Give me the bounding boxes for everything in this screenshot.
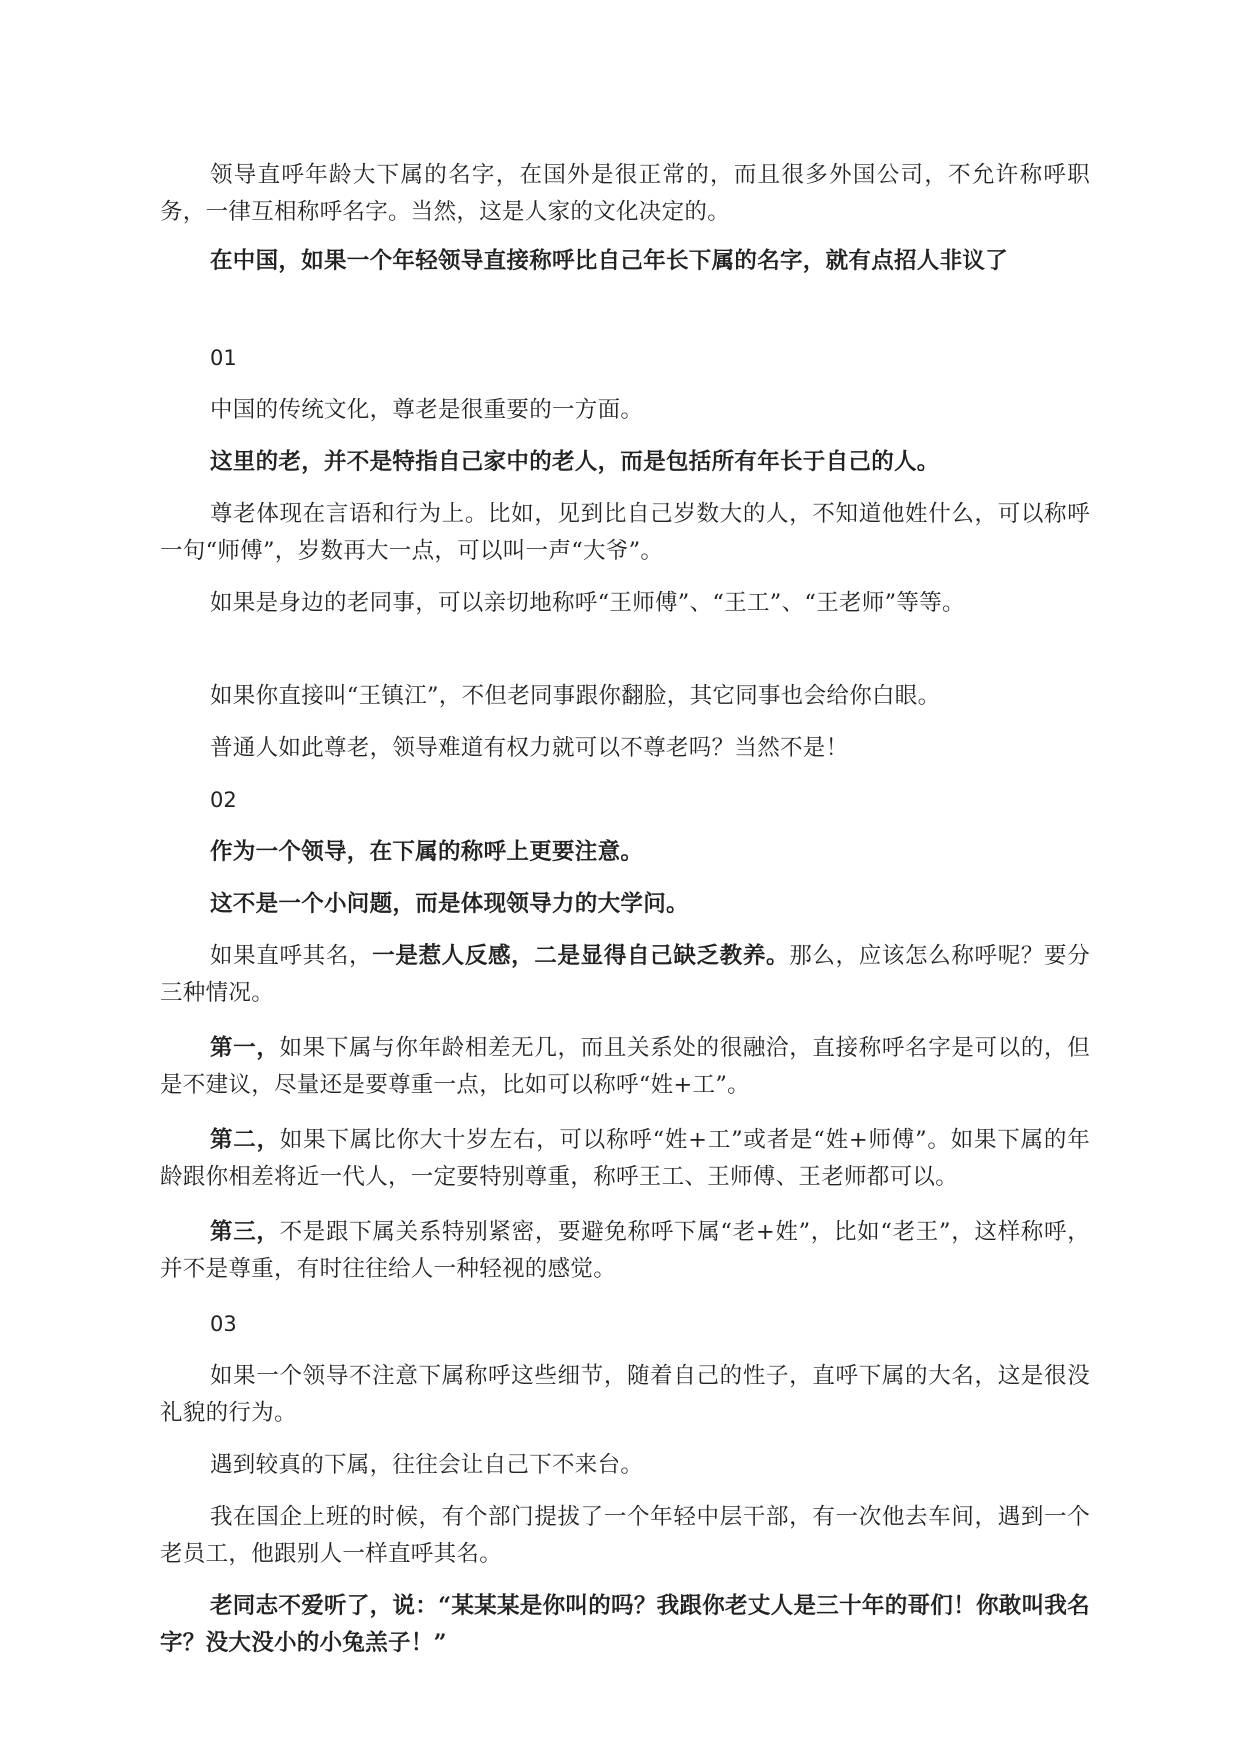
paragraph-leader-bold: 作为一个领导，在下属的称呼上更要注意。 (210, 839, 644, 865)
case-text: 如果下属比你大十岁左右，可以称呼“姓+工”或者是“姓+师傅”。如果下属的年龄跟你相差将近一代人，一定要特别尊重，称呼王工、王师傅、王老师都可以。 (160, 1127, 1090, 1190)
paragraph-anecdote: 我在国企上班的时候，有个部门提拔了一个年轻中层干部，有一次他去车间，遇到一个老员工，他跟别人一样直呼其名。 (160, 1504, 1090, 1567)
paragraph-case-three (160, 1214, 1090, 1288)
section-number-03: 03 (210, 1312, 237, 1336)
paragraph-ordinary: 普通人如此尊老，领导难道有权力就可以不尊老吗？当然不是！ (210, 735, 849, 761)
paragraph-stubborn: 遇到较真的下属，往往会让自己下不来台。 (210, 1452, 644, 1478)
case-label: 第二， (210, 1127, 280, 1153)
case-label: 第一， (210, 1035, 280, 1061)
paragraph-three-cases (160, 938, 1090, 1012)
document-body (160, 157, 1090, 1662)
paragraph-case-two (160, 1122, 1090, 1196)
paragraph-quote-bold: 老同志不爱听了，说：“某某某是你叫的吗？我跟你老丈人是三十年的哥们！你敢叫我名字？没大没小的小兔羔子！” (160, 1593, 1090, 1656)
text-normal: 那么，应该怎么称呼呢？要分三种情况。 (160, 943, 1090, 1006)
paragraph-elders-bold: 这里的老，并不是特指自己家中的老人，而是包括所有年长于自己的人。 (210, 449, 940, 475)
paragraph-leadership-bold: 这不是一个小问题，而是体现领导力的大学问。 (210, 891, 689, 917)
text-normal: 如果直呼其名， (210, 943, 373, 969)
paragraph-intro: 领导直呼年龄大下属的名字，在国外是很正常的，而且很多外国公司，不允许称呼职务，一律互相称呼名字。当然，这是人家的文化决定的。 (160, 162, 1090, 225)
paragraph-china-bold: 在中国，如果一个年轻领导直接称呼比自己年长下属的名字，就有点招人非议了 (210, 248, 1009, 274)
section-number-01: 01 (210, 346, 237, 370)
case-text: 如果下属与你年龄相差无几，而且关系处的很融洽，直接称呼名字是可以的，但是不建议，尽量还是要尊重一点，比如可以称呼“姓+工”。 (160, 1035, 1090, 1098)
paragraph-colleagues: 如果是身边的老同事，可以亲切地称呼“王师傅”、“王工”、“王老师”等等。 (210, 590, 965, 616)
paragraph-respect: 尊老体现在言语和行为上。比如，见到比自己岁数大的人，不知道他姓什么，可以称呼一句“师傅”，岁数再大一点，可以叫一声“大爷”。 (160, 501, 1090, 564)
paragraph-details: 如果一个领导不注意下属称呼这些细节，随着自己的性子，直呼下属的大名，这是很没礼貌的行为。 (160, 1363, 1090, 1426)
case-label: 第三， (210, 1219, 280, 1245)
text-bold: 一是惹人反感，二是显得自己缺乏教养。 (372, 943, 790, 969)
paragraph-case-one (160, 1030, 1090, 1104)
paragraph-tradition: 中国的传统文化，尊老是很重要的一方面。 (210, 397, 644, 423)
paragraph-direct-name: 如果你直接叫“王镇江”，不但老同事跟你翻脸，其它同事也会给你白眼。 (210, 683, 941, 709)
case-text: 不是跟下属关系特别紧密，要避免称呼下属“老+姓”，比如“老王”，这样称呼，并不是尊重，有时往往给人一种轻视的感觉。 (160, 1219, 1090, 1282)
section-number-02: 02 (210, 788, 237, 812)
